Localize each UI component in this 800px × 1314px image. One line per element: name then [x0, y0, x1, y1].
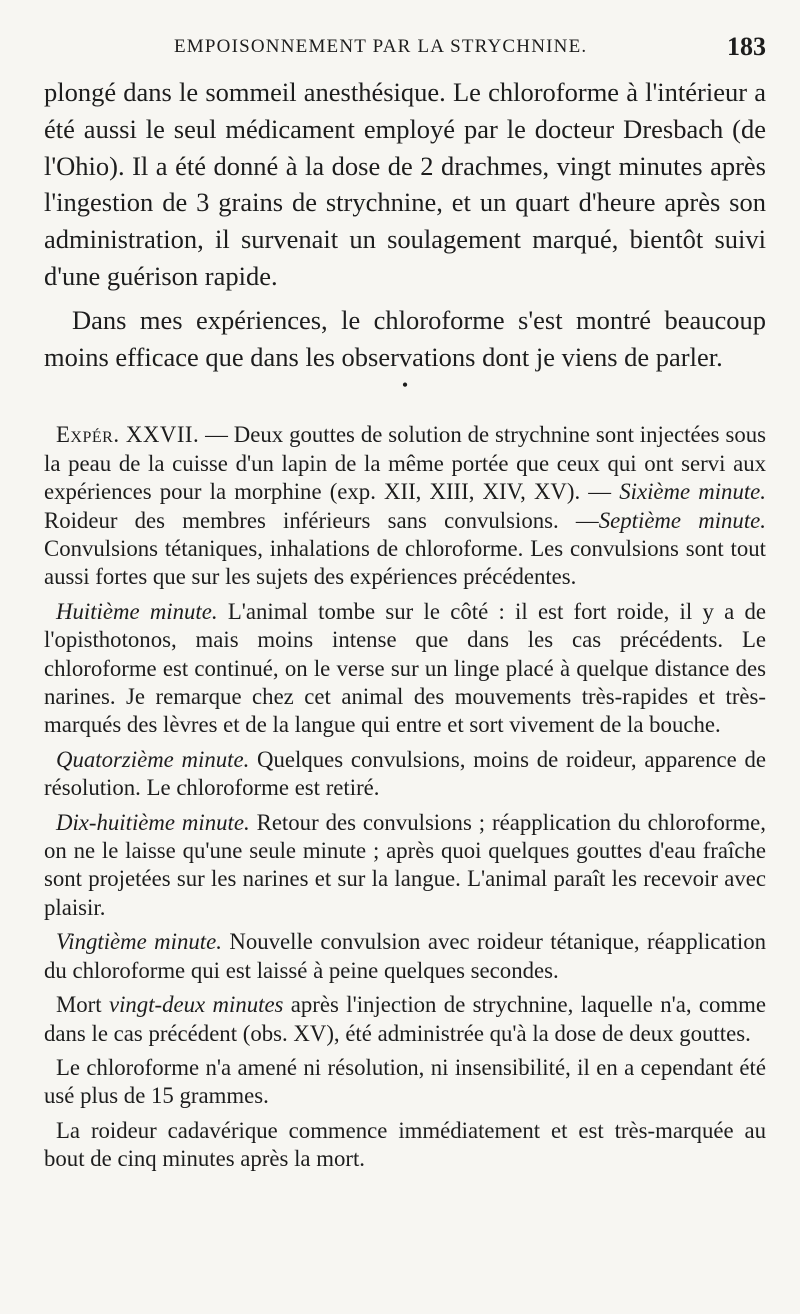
time-sixth-minute: Sixième minute. — [619, 479, 766, 505]
experiment-death — [44, 991, 766, 1048]
sixth-minute-text: Roideur des membres inférieurs sans convulsions. — — [44, 507, 599, 533]
time-twentieth-minute: Vingtième minute. — [56, 929, 222, 955]
experiment-cadaveric-rigidity: La roideur cadavérique commence immédiatement et est très-marquée au bout de cinq minutes après la mort. — [44, 1117, 766, 1172]
experiment-intro-text: — Deux gouttes de solution de strychnine sont injectées sous la peau de la cuisse d'un lapin de la même portée que ceux qui ont servi aux expériences pour la morphine (exp. XII, XIII, XIV, XV). — — [44, 422, 766, 505]
page-number: 183 — [727, 32, 766, 61]
time-fourteenth-minute: Quatorzième minute. — [56, 746, 250, 772]
time-seventh-minute: Septième minute. — [598, 507, 766, 533]
fourteenth-minute-text: Quelques convulsions, moins de roideur, apparence de résolution. Le chloroforme est retiré. — [44, 746, 766, 801]
time-eighth-minute: Huitième minute. — [56, 598, 218, 624]
running-title: EMPOISONNEMENT PAR LA STRYCHNINE. — [174, 36, 588, 57]
experiment-eighteenth-minute — [44, 809, 766, 923]
seventh-minute-text: Convulsions tétaniques, inhalations de chloroforme. Les convulsions sont tout aussi fortes que sur les sujets des expériences précédentes. — [44, 536, 766, 590]
paragraph-chloroform-dose: plongé dans le sommeil anesthésique. Le chloroforme à l'intérieur a été aussi le seul médicament employé par le docteur Dresbach (de l'Ohio). Il a été donné à la dose de 2 drachmes, vingt minutes après l'ingestion de 3 grains de strychnine, et un quart d'heure après son administration, il survenait un soulagement marqué, bientôt suivi d'une guérison rapide. — [44, 77, 766, 291]
separator-dot: • — [401, 375, 409, 396]
eighth-minute-text: L'animal tombe sur le côté : il est fort roide, il y a de l'opisthotonos, mais moins intense que dans les cas précédents. Le chloroforme est continué, on le verse sur un linge placé à quelque distance des narines. Je remarque chez cet animal des mouvements très-rapides et très-marqués des lèvres et de la langue qui entre et sort vivement de la bouche. — [44, 598, 766, 738]
death-time: vingt-deux minutes — [108, 992, 284, 1018]
death-text-end: après l'injection de strychnine, laquelle n'a, comme dans le cas précédent (obs. XV), été administrée qu'à la dose de deux gouttes. — [44, 992, 766, 1046]
experiment-label: Expér. XXVII. — [56, 422, 200, 448]
page-body — [44, 74, 766, 1174]
experiment-twentieth-minute — [44, 928, 766, 985]
experiment-fourteenth-minute — [44, 746, 766, 803]
page-header — [44, 30, 766, 70]
experiment-27-intro — [44, 421, 766, 591]
paragraph-own-experiments: Dans mes expériences, le chloroforme s'est montré beaucoup moins efficace que dans les observations dont je viens de parler. — [44, 304, 766, 372]
experiment-chloroform-result: Le chloroforme n'a amené ni résolution, ni insensibilité, il en a cependant été usé plus de 15 grammes. — [44, 1054, 766, 1109]
twentieth-minute-text: Nouvelle convulsion avec roideur tétanique, réapplication du chloroforme qui est laissé à peine quelques secondes. — [44, 929, 766, 983]
time-eighteenth-minute: Dix-huitième minute. — [56, 809, 250, 835]
experiment-eighth-minute — [44, 598, 766, 740]
eighteenth-minute-text: Retour des convulsions ; réapplication du chloroforme, on ne le laisse qu'une seule minute ; après quoi quelques gouttes d'eau fraîche sont projetées sur les narines et sur la langue. L'animal paraît les recevoir avec plaisir. — [44, 809, 767, 920]
death-text-start: Mort — [56, 992, 109, 1018]
